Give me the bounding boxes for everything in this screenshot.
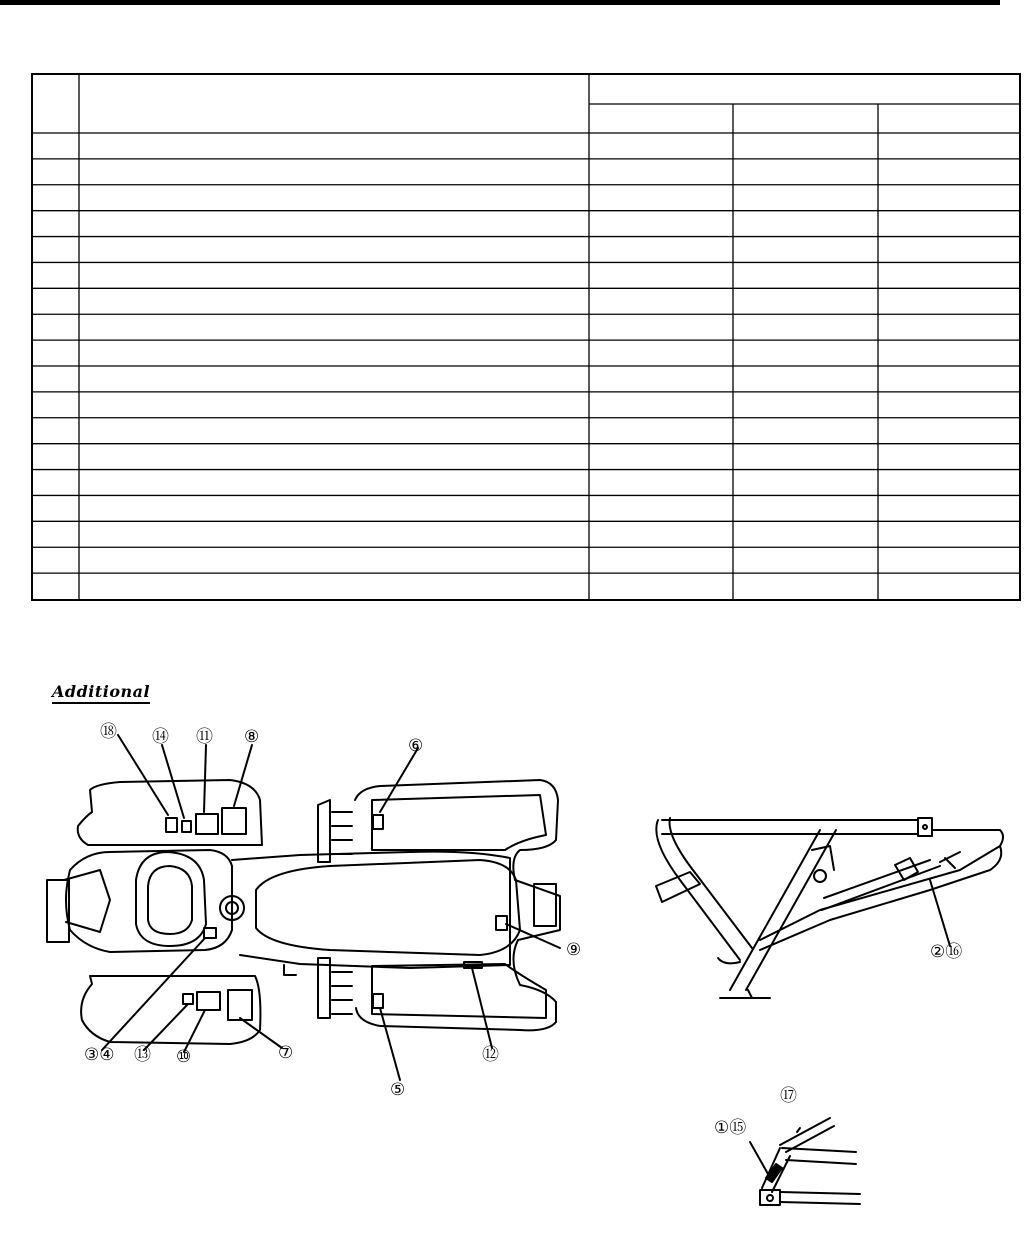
section-heading: Additional — [52, 683, 150, 704]
callout-10: ⑩ — [176, 1047, 192, 1067]
callout-11: ⑪ — [196, 727, 213, 747]
callout-8: ⑧ — [244, 727, 260, 747]
callout-17: ⑰ — [780, 1086, 797, 1106]
callout-12: ⑫ — [482, 1045, 499, 1065]
label-table-grid — [33, 75, 1019, 599]
frame-side-view-diagram — [640, 810, 1020, 1000]
callout-7: ⑦ — [278, 1043, 294, 1063]
callout-6: ⑥ — [408, 736, 424, 756]
callout-1-15: ①⑮ — [714, 1118, 747, 1138]
callout-14: ⑭ — [152, 727, 169, 747]
atv-top-view-diagram — [40, 760, 620, 1050]
callout-9: ⑨ — [566, 940, 582, 960]
callout-13: ⑬ — [134, 1045, 151, 1065]
callout-18: ⑱ — [100, 722, 117, 742]
callout-2-16: ②⑯ — [930, 942, 963, 962]
callout-5: ⑤ — [390, 1080, 406, 1100]
top-rule — [0, 0, 1000, 5]
callout-3-4: ③④ — [84, 1045, 115, 1065]
label-table — [31, 73, 1021, 601]
